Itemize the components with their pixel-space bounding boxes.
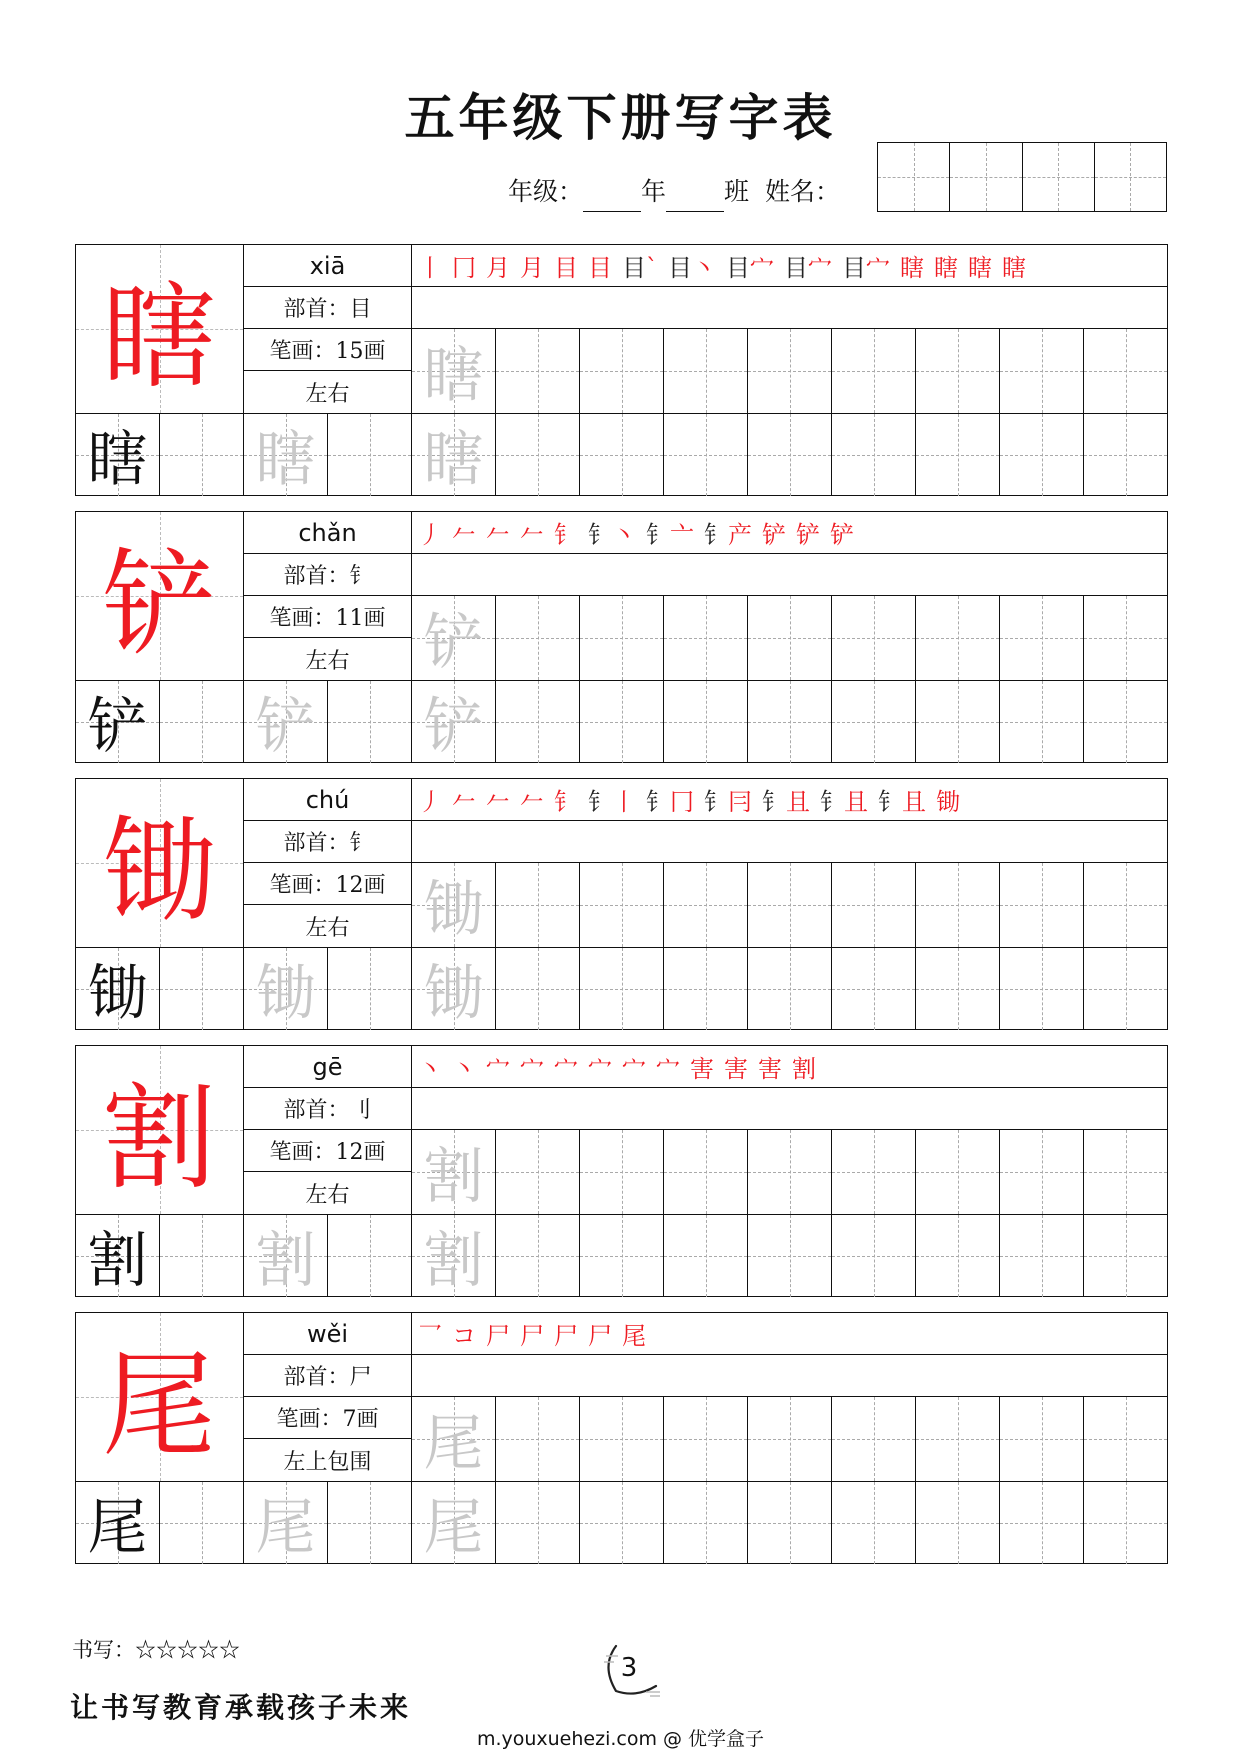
writing-row	[76, 1481, 1167, 1563]
stroke-step: 尸	[486, 1322, 510, 1350]
writing-cell[interactable]	[748, 1482, 832, 1564]
stroke-step: 目	[588, 254, 612, 282]
writing-cell[interactable]	[496, 1482, 580, 1564]
stroke-step: 钅冃	[704, 788, 752, 816]
trace-character: 锄	[423, 875, 484, 945]
practice-cell[interactable]	[496, 1397, 580, 1481]
practice-cell[interactable]	[748, 596, 832, 680]
stroke-step: 害	[690, 1055, 714, 1083]
practice-cell[interactable]	[832, 329, 916, 413]
structure: 左上包围	[283, 1449, 372, 1475]
stroke-step: 瞎	[934, 254, 958, 282]
stroke-step: 𠂉	[520, 521, 544, 549]
trace-character: 尾	[423, 1493, 484, 1563]
writing-cell[interactable]	[412, 681, 496, 763]
stroke-step: 钅	[554, 521, 578, 549]
stroke-step: 丶	[452, 1055, 476, 1083]
writing-cell[interactable]	[664, 1482, 748, 1564]
practice-cell[interactable]	[1084, 329, 1167, 413]
trace-character: 割	[423, 1226, 484, 1296]
stroke-step: 尸	[554, 1322, 578, 1350]
stroke-step: 乛	[418, 1322, 442, 1350]
blank-row[interactable]	[412, 821, 1167, 863]
name-cell[interactable]	[1023, 143, 1095, 211]
practice-cell[interactable]	[1084, 1397, 1167, 1481]
blank-row[interactable]	[412, 1088, 1167, 1130]
writing-cell[interactable]	[748, 1215, 832, 1297]
model-character: 锄	[87, 959, 148, 1029]
writing-cell[interactable]	[748, 681, 832, 763]
rating-label: 书写：	[72, 1638, 135, 1662]
practice-cell[interactable]	[1084, 863, 1167, 947]
model-character: 尾	[87, 1493, 148, 1563]
stroke-step: 钅	[554, 788, 578, 816]
stroke-step: 宀	[588, 1055, 612, 1083]
student-info	[508, 172, 840, 212]
large-character-box	[76, 779, 244, 947]
trace-character: 割	[423, 1142, 484, 1212]
practice-cell[interactable]	[496, 1130, 580, 1214]
writing-cell[interactable]	[412, 1215, 496, 1297]
writing-cell[interactable]	[916, 1482, 1000, 1564]
practice-cell[interactable]	[412, 1397, 496, 1481]
writing-cell[interactable]	[1000, 1215, 1084, 1297]
practice-row	[412, 596, 1167, 680]
writing-cell[interactable]	[748, 948, 832, 1030]
large-character-box	[76, 1046, 244, 1214]
writing-cell[interactable]	[916, 414, 1000, 496]
large-character: 铲	[101, 538, 216, 671]
writing-cell[interactable]	[160, 414, 244, 496]
writing-cell[interactable]	[1084, 1215, 1167, 1297]
stroke-step: 宀	[656, 1055, 680, 1083]
stroke-step: 钅亠	[646, 521, 694, 549]
blank-row[interactable]	[412, 287, 1167, 329]
stroke-step: 𠂉	[486, 788, 510, 816]
stroke-step: 钅丨	[588, 788, 636, 816]
practice-cell[interactable]	[748, 329, 832, 413]
class-blank[interactable]	[666, 183, 724, 212]
practice-cell[interactable]	[580, 1397, 664, 1481]
blank-row[interactable]	[412, 554, 1167, 596]
practice-cell[interactable]	[496, 596, 580, 680]
writing-cell[interactable]	[496, 681, 580, 763]
trace-character: 锄	[255, 959, 316, 1029]
trace-character: 尾	[255, 1493, 316, 1563]
stroke-step: 𠂉	[452, 521, 476, 549]
blank-row[interactable]	[412, 1355, 1167, 1397]
practice-area	[412, 1046, 1167, 1214]
slogan: 让书写教育承载孩子未来	[70, 1691, 412, 1724]
character-card	[75, 1312, 1168, 1564]
practice-cell[interactable]	[412, 1130, 496, 1214]
practice-cell[interactable]	[664, 596, 748, 680]
writing-cell[interactable]	[580, 1482, 664, 1564]
stroke-step: 目`	[622, 254, 658, 282]
stroke-order	[412, 512, 1167, 554]
practice-cell[interactable]	[496, 863, 580, 947]
large-character: 尾	[101, 1339, 216, 1472]
character-card	[75, 778, 1168, 1030]
writing-cell[interactable]	[1000, 681, 1084, 763]
practice-cell[interactable]	[916, 863, 1000, 947]
trace-character: 锄	[423, 959, 484, 1029]
stroke-step: 瞎	[900, 254, 924, 282]
stroke-step: 𠂉	[520, 788, 544, 816]
practice-cell[interactable]	[580, 596, 664, 680]
character-info	[244, 779, 412, 947]
writing-cell[interactable]	[76, 1482, 160, 1564]
stroke-step: 钅且	[762, 788, 810, 816]
model-character: 割	[87, 1226, 148, 1296]
practice-row	[412, 329, 1167, 413]
stroke-step: 目宀	[784, 254, 832, 282]
large-character: 割	[101, 1072, 216, 1205]
writing-cell[interactable]	[1084, 948, 1167, 1030]
writing-cell[interactable]	[244, 414, 328, 496]
practice-cell[interactable]	[1000, 863, 1084, 947]
practice-area	[412, 245, 1167, 413]
stroke-step: コ	[452, 1322, 476, 1350]
pinyin: chǎn	[244, 512, 411, 554]
practice-cell[interactable]	[1000, 329, 1084, 413]
writing-cell[interactable]	[328, 1482, 412, 1564]
stroke-step: 尾	[622, 1322, 646, 1350]
character-info	[244, 1313, 412, 1481]
writing-cell[interactable]	[832, 1482, 916, 1564]
writing-cell[interactable]	[412, 414, 496, 496]
radical: 部首：刂	[244, 1088, 411, 1130]
pinyin: xiā	[244, 245, 411, 287]
trace-character: 铲	[423, 692, 484, 762]
stroke-order	[412, 245, 1167, 287]
stroke-step: 瞎	[1002, 254, 1026, 282]
writing-cell[interactable]	[916, 681, 1000, 763]
practice-cell[interactable]	[412, 596, 496, 680]
grade-blank[interactable]	[583, 183, 641, 212]
character-info	[244, 1046, 412, 1214]
practice-area	[412, 512, 1167, 680]
practice-cell[interactable]	[664, 1397, 748, 1481]
class-suffix: 班	[724, 177, 750, 206]
practice-cell[interactable]	[916, 596, 1000, 680]
large-character-box	[76, 245, 244, 413]
stroke-step: 钅且	[820, 788, 868, 816]
practice-cell[interactable]	[832, 863, 916, 947]
character-card	[75, 511, 1168, 763]
stroke-order	[412, 779, 1167, 821]
stroke-count: 笔画：15画	[244, 329, 411, 371]
large-character: 锄	[101, 805, 216, 938]
name-label: 姓名：	[764, 177, 840, 206]
writing-cell[interactable]	[160, 681, 244, 763]
pinyin: gē	[244, 1046, 411, 1088]
writing-cell[interactable]	[580, 1215, 664, 1297]
stroke-step: 害	[724, 1055, 748, 1083]
stroke-order	[412, 1046, 1167, 1088]
practice-cell[interactable]	[1084, 596, 1167, 680]
stroke-count: 笔画：11画	[244, 596, 411, 638]
stroke-step: 目宀	[726, 254, 774, 282]
writing-row	[76, 413, 1167, 495]
page-number: 3	[620, 1653, 638, 1683]
trace-character: 瞎	[423, 425, 484, 495]
trace-character: 瞎	[255, 425, 316, 495]
stroke-step: 目宀	[842, 254, 890, 282]
practice-cell[interactable]	[916, 329, 1000, 413]
large-character-box	[76, 512, 244, 680]
stroke-step: 月	[520, 254, 544, 282]
writing-cell[interactable]	[748, 414, 832, 496]
writing-cell[interactable]	[496, 414, 580, 496]
name-cell[interactable]	[1095, 143, 1166, 211]
rating	[72, 1634, 240, 1664]
writing-cell[interactable]	[244, 948, 328, 1030]
large-character: 瞎	[101, 271, 216, 404]
practice-cell[interactable]	[1000, 1130, 1084, 1214]
stroke-step: 丶	[418, 1055, 442, 1083]
writing-row	[76, 680, 1167, 762]
writing-cell[interactable]	[412, 948, 496, 1030]
character-info	[244, 512, 412, 680]
model-character: 瞎	[87, 425, 148, 495]
practice-cell[interactable]	[916, 1130, 1000, 1214]
writing-cell[interactable]	[664, 414, 748, 496]
writing-row	[76, 1214, 1167, 1296]
structure: 左右	[305, 1182, 350, 1208]
structure: 左右	[305, 648, 350, 674]
writing-cell[interactable]	[1084, 681, 1167, 763]
practice-cell[interactable]	[412, 329, 496, 413]
writing-cell[interactable]	[832, 414, 916, 496]
writing-cell[interactable]	[580, 948, 664, 1030]
writing-cell[interactable]	[328, 681, 412, 763]
model-character: 铲	[87, 692, 148, 762]
pinyin: chú	[244, 779, 411, 821]
practice-cell[interactable]	[580, 863, 664, 947]
stroke-step: 铲	[762, 521, 786, 549]
stroke-step: 宀	[520, 1055, 544, 1083]
name-cell[interactable]	[878, 143, 950, 211]
practice-cell[interactable]	[748, 1130, 832, 1214]
practice-cell[interactable]	[832, 596, 916, 680]
writing-cell[interactable]	[916, 1215, 1000, 1297]
practice-row	[412, 1397, 1167, 1481]
radical: 部首：尸	[244, 1355, 411, 1397]
trace-character: 铲	[255, 692, 316, 762]
trace-character: 割	[255, 1226, 316, 1296]
practice-area	[412, 779, 1167, 947]
practice-cell[interactable]	[1000, 1397, 1084, 1481]
writing-cell[interactable]	[580, 414, 664, 496]
name-writing-grid[interactable]	[877, 142, 1167, 212]
writing-cell[interactable]	[160, 1215, 244, 1297]
stroke-step: 铲	[796, 521, 820, 549]
year-suffix: 年	[641, 177, 667, 206]
character-info	[244, 245, 412, 413]
writing-cell[interactable]	[496, 1215, 580, 1297]
stroke-step: 目	[554, 254, 578, 282]
practice-cell[interactable]	[748, 863, 832, 947]
name-cell[interactable]	[950, 143, 1022, 211]
practice-cell[interactable]	[1084, 1130, 1167, 1214]
writing-cell[interactable]	[1000, 1482, 1084, 1564]
writing-cell[interactable]	[496, 948, 580, 1030]
rating-stars[interactable]: ☆☆☆☆☆	[135, 1638, 240, 1662]
stroke-step: 尸	[588, 1322, 612, 1350]
character-card	[75, 244, 1168, 496]
writing-cell[interactable]	[664, 681, 748, 763]
stroke-step: 钅且	[878, 788, 926, 816]
stroke-step: 钅丶	[588, 521, 636, 549]
writing-cell[interactable]	[244, 1215, 328, 1297]
stroke-step: 宀	[622, 1055, 646, 1083]
practice-area	[412, 1313, 1167, 1481]
writing-cell[interactable]	[244, 681, 328, 763]
writing-cell[interactable]	[1084, 1482, 1167, 1564]
writing-cell[interactable]	[832, 681, 916, 763]
practice-cell[interactable]	[832, 1397, 916, 1481]
writing-cell[interactable]	[664, 1215, 748, 1297]
stroke-step: 丿	[418, 788, 442, 816]
stroke-count: 笔画：12画	[244, 863, 411, 905]
stroke-step: 尸	[520, 1322, 544, 1350]
radical: 部首：钅	[244, 554, 411, 596]
writing-cell[interactable]	[76, 681, 160, 763]
writing-cell[interactable]	[76, 414, 160, 496]
writing-cell[interactable]	[412, 1482, 496, 1564]
stroke-step: 𠂉	[486, 521, 510, 549]
stroke-step: 钅冂	[646, 788, 694, 816]
structure: 左右	[305, 381, 350, 407]
writing-cell[interactable]	[916, 948, 1000, 1030]
stroke-step: 月	[486, 254, 510, 282]
pinyin: wěi	[244, 1313, 411, 1355]
large-character-box	[76, 1313, 244, 1481]
writing-cell[interactable]	[160, 1482, 244, 1564]
stroke-step: 丿	[418, 521, 442, 549]
writing-cell[interactable]	[160, 948, 244, 1030]
writing-cell[interactable]	[328, 1215, 412, 1297]
grade-label: 年级：	[508, 177, 584, 206]
writing-cell[interactable]	[244, 1482, 328, 1564]
practice-cell[interactable]	[1000, 596, 1084, 680]
stroke-step: 锄	[936, 788, 960, 816]
writing-cell[interactable]	[1000, 414, 1084, 496]
practice-row	[412, 1130, 1167, 1214]
stroke-step: 宀	[486, 1055, 510, 1083]
stroke-step: 丨	[418, 254, 442, 282]
writing-cell[interactable]	[328, 414, 412, 496]
stroke-step: 𠂉	[452, 788, 476, 816]
stroke-step: 割	[792, 1055, 816, 1083]
stroke-step: 瞎	[968, 254, 992, 282]
practice-cell[interactable]	[748, 1397, 832, 1481]
stroke-step: 目丶	[668, 254, 716, 282]
practice-cell[interactable]	[664, 863, 748, 947]
practice-cell[interactable]	[580, 329, 664, 413]
practice-cell[interactable]	[664, 329, 748, 413]
stroke-step: 宀	[554, 1055, 578, 1083]
practice-cell[interactable]	[496, 329, 580, 413]
writing-row	[76, 947, 1167, 1029]
writing-cell[interactable]	[1000, 948, 1084, 1030]
writing-cell[interactable]	[664, 948, 748, 1030]
structure: 左右	[305, 915, 350, 941]
practice-cell[interactable]	[580, 1130, 664, 1214]
practice-cell[interactable]	[664, 1130, 748, 1214]
stroke-count: 笔画：12画	[244, 1130, 411, 1172]
writing-cell[interactable]	[76, 948, 160, 1030]
practice-row	[412, 863, 1167, 947]
site-url[interactable]: m.youxuehezi.com @ 优学盒子	[476, 1728, 765, 1750]
writing-cell[interactable]	[832, 948, 916, 1030]
trace-character: 尾	[423, 1409, 484, 1479]
writing-cell[interactable]	[832, 1215, 916, 1297]
radical: 部首：钅	[244, 821, 411, 863]
trace-character: 铲	[423, 608, 484, 678]
writing-cell[interactable]	[580, 681, 664, 763]
stroke-step: 害	[758, 1055, 782, 1083]
character-card	[75, 1045, 1168, 1297]
writing-cell[interactable]	[76, 1215, 160, 1297]
trace-character: 瞎	[423, 341, 484, 411]
practice-cell[interactable]	[832, 1130, 916, 1214]
practice-cell[interactable]	[412, 863, 496, 947]
stroke-count: 笔画：7画	[244, 1397, 411, 1439]
page-title: 五年级下册写字表	[404, 88, 837, 147]
practice-cell[interactable]	[916, 1397, 1000, 1481]
stroke-step: 冂	[452, 254, 476, 282]
writing-cell[interactable]	[1084, 414, 1167, 496]
stroke-step: 钅产	[704, 521, 752, 549]
radical: 部首：目	[244, 287, 411, 329]
writing-cell[interactable]	[328, 948, 412, 1030]
stroke-step: 铲	[830, 521, 854, 549]
stroke-order	[412, 1313, 1167, 1355]
